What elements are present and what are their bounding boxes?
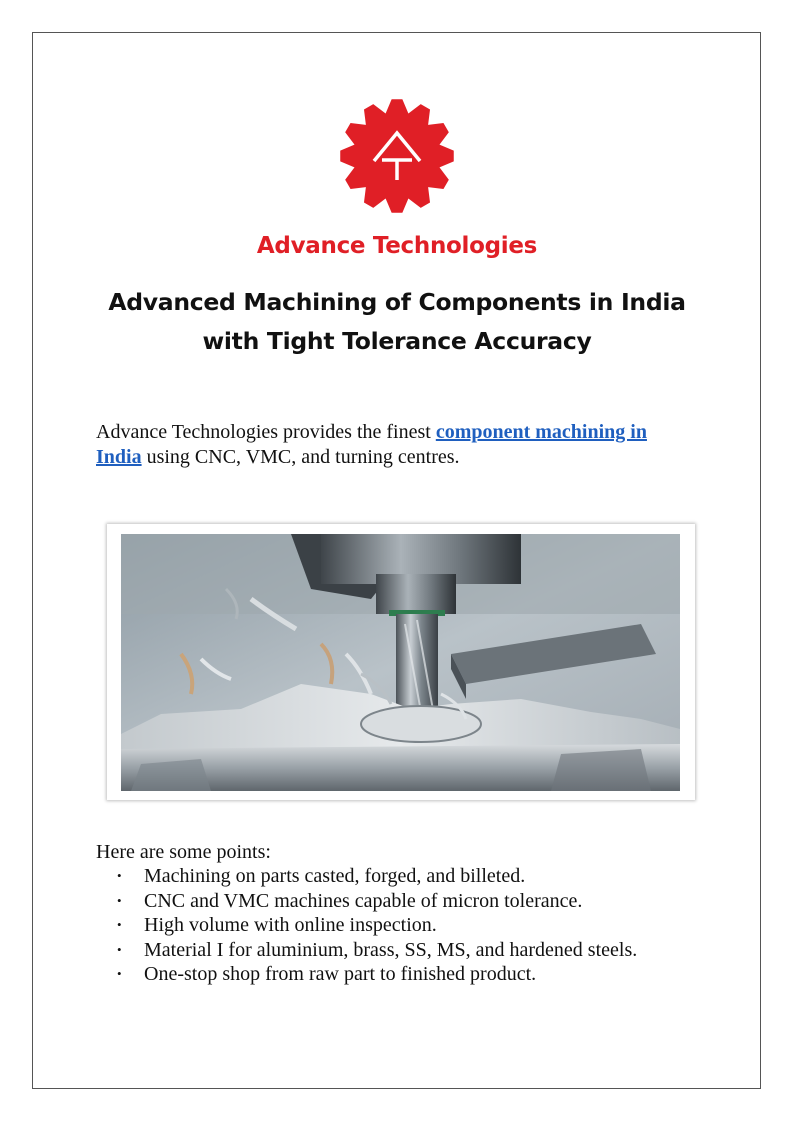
intro-text-end: using CNC, VMC, and turning centres.: [141, 446, 460, 468]
component-machining-link[interactable]: component machining in India: [96, 421, 647, 468]
list-item: [96, 913, 637, 938]
points-heading: Here are some points:: [96, 841, 271, 863]
cnc-milling-photo: [121, 534, 680, 791]
photo-frame: [107, 524, 695, 800]
list-item: [96, 864, 637, 889]
bullet: •: [117, 941, 122, 957]
points-list: [96, 864, 637, 987]
bullet: •: [117, 868, 122, 883]
bullet: •: [117, 917, 122, 932]
list-item-text: High volume with online inspection.: [144, 914, 437, 936]
bullet: •: [117, 966, 122, 981]
intro-text-start: Advance Technologies provides the finest: [96, 421, 436, 443]
page-title: [0, 283, 794, 361]
page-title-line-2: with Tight Tolerance Accuracy: [202, 327, 592, 355]
list-item-text: Material I for aluminium, brass, SS, MS, and hardened steels.: [144, 938, 638, 961]
list-item: [96, 962, 637, 987]
list-item-text: Machining on parts casted, forged, and billeted.: [144, 865, 526, 887]
list-item: [96, 889, 637, 914]
list-item-text: CNC and VMC machines capable of micron tolerance.: [144, 889, 583, 912]
bullet: •: [117, 892, 122, 908]
list-item: [96, 938, 637, 963]
gear-arrow-logo-icon: [339, 98, 455, 214]
intro-paragraph: [96, 420, 696, 470]
brand-name: Advance Technologies: [256, 233, 538, 259]
list-item-text: One-stop shop from raw part to finished product.: [144, 963, 537, 985]
page-title-line-1: Advanced Machining of Components in India: [108, 288, 686, 316]
